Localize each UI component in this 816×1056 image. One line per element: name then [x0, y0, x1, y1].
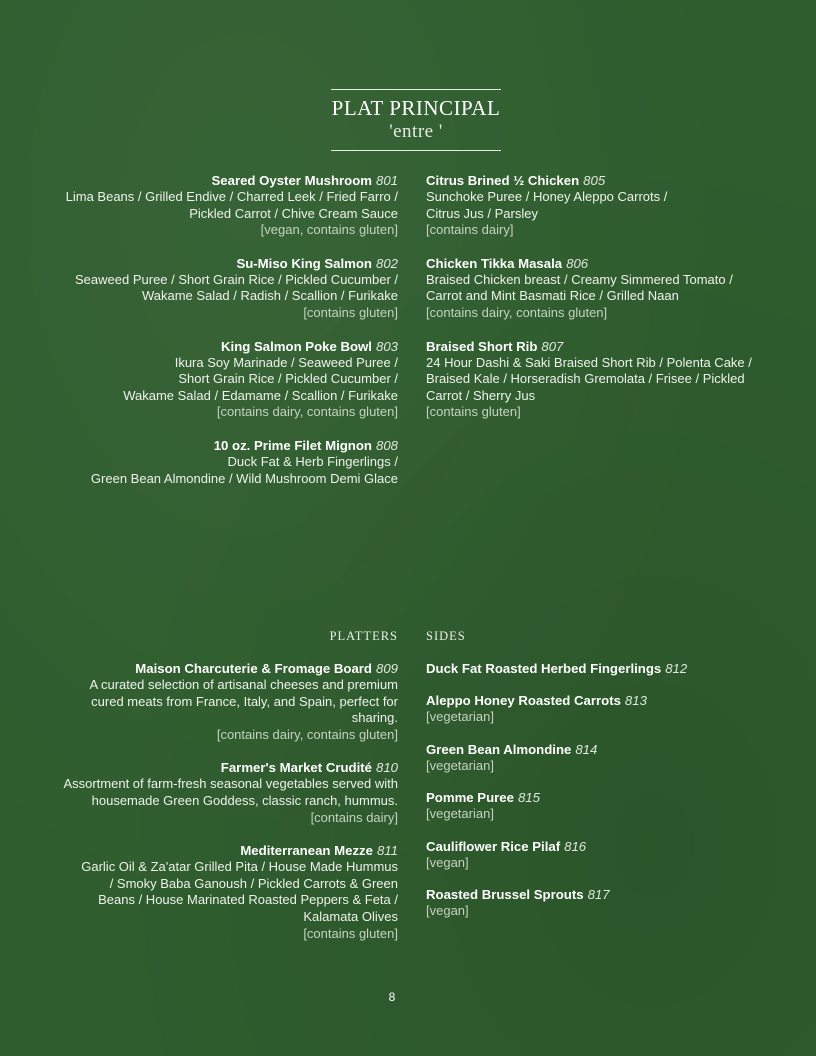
item-number: 811 [376, 843, 398, 859]
item-description: A curated selection of artisanal cheeses and premium [89, 677, 398, 692]
platters-column [40, 661, 398, 959]
item-name: Citrus Brined ½ Chicken [426, 173, 580, 188]
item-description: 24 Hour Dashi & Saki Braised Short Rib / Polenta Cake / [426, 354, 752, 370]
item-number: 814 [575, 741, 598, 757]
menu-item [40, 843, 398, 942]
item-description: Wakame Salad / Edamame / Scallion / Furikake [123, 387, 398, 403]
menu-item [426, 742, 786, 775]
item-description: Ikura Soy Marinade / Seaweed Puree / [174, 354, 398, 370]
item-dietary-note: [contains dairy, contains gluten] [426, 304, 608, 320]
menu-item [40, 661, 398, 743]
item-name: Maison Charcuterie & Fromage Board [135, 661, 372, 676]
item-number: 817 [587, 887, 610, 903]
item-number: 809 [375, 661, 398, 676]
item-description: Duck Fat & Herb Fingerlings / [227, 453, 398, 469]
item-dietary-note: [vegetarian] [426, 709, 494, 724]
item-dietary-note: [contains gluten] [303, 304, 398, 320]
entrees-right-column [426, 173, 786, 438]
item-number: 816 [564, 838, 587, 854]
item-description: Short Grain Rice / Pickled Cucumber / [178, 371, 398, 387]
sides-heading: SIDES [426, 629, 466, 643]
item-name: Braised Short Rib [426, 338, 538, 354]
menu-item [40, 760, 398, 826]
item-number: 802 [375, 255, 398, 271]
item-description: Carrot / Sherry Jus [426, 387, 536, 403]
item-dietary-note: [vegan, contains gluten] [260, 222, 398, 238]
item-number: 806 [566, 255, 589, 271]
item-description: Seaweed Puree / Short Grain Rice / Pickled Cucumber / [75, 271, 398, 287]
menu-item [426, 173, 786, 239]
item-number: 808 [375, 437, 398, 453]
item-description: Beans / House Marinated Roasted Peppers & Feta / [98, 892, 398, 908]
page-number: 8 [388, 990, 396, 1004]
menu-item [40, 173, 398, 239]
item-name: Roasted Brussel Sprouts [426, 887, 584, 903]
item-name: Duck Fat Roasted Herbed Fingerlings [426, 661, 662, 676]
item-description: Braised Kale / Horseradish Gremolata / Frisee / Pickled [426, 371, 745, 387]
item-description: Green Bean Almondine / Wild Mushroom Demi Glace [90, 470, 398, 486]
item-description: Garlic Oil & Za'atar Grilled Pita / House Made Hummus [81, 859, 398, 875]
item-description: Pickled Carrot / Chive Cream Sauce [189, 205, 398, 221]
menu-item [426, 661, 786, 677]
item-dietary-note: [vegetarian] [426, 757, 494, 773]
item-description: sharing. [351, 710, 398, 726]
item-dietary-note: [vegetarian] [426, 806, 494, 822]
menu-item [426, 256, 786, 322]
item-number: 801 [375, 173, 398, 188]
item-name: Su-Miso King Salmon [236, 255, 372, 271]
item-description: / Smoky Baba Ganoush / Pickled Carrots & Green [109, 875, 398, 891]
item-number: 815 [517, 790, 540, 806]
item-name: King Salmon Poke Bowl [221, 338, 372, 354]
item-dietary-note: [contains gluten] [303, 925, 398, 941]
item-name: 10 oz. Prime Filet Mignon [213, 437, 372, 453]
title-top-rule [331, 89, 501, 90]
menu-item [40, 339, 398, 421]
item-description: Braised Chicken breast / Creamy Simmered Tomato / [426, 271, 733, 287]
item-number: 803 [375, 338, 398, 354]
item-dietary-note: [contains dairy] [426, 222, 514, 238]
item-dietary-note: [contains dairy] [310, 809, 398, 825]
item-name: Seared Oyster Mushroom [211, 173, 372, 188]
item-number: 807 [541, 338, 564, 354]
item-description: Lima Beans / Grilled Endive / Charred Leek / Fried Farro / [65, 189, 398, 204]
platters-heading: PLATTERS [329, 629, 398, 643]
menu-item [40, 438, 398, 487]
item-dietary-note: [contains dairy, contains gluten] [216, 404, 398, 420]
menu-item [426, 693, 786, 726]
menu-item [426, 887, 786, 920]
entrees-left-column [40, 173, 398, 504]
page-title: PLAT PRINCIPAL [331, 96, 501, 120]
item-dietary-note: [contains gluten] [426, 404, 521, 420]
menu-item [426, 839, 786, 872]
item-number: 805 [583, 173, 606, 188]
item-description: housemade Green Goddess, classic ranch, hummus. [91, 792, 398, 808]
item-name: Green Bean Almondine [426, 741, 572, 757]
menu-item [426, 790, 786, 823]
item-name: Pomme Puree [426, 790, 514, 806]
title-bottom-rule [331, 150, 501, 151]
item-name: Aleppo Honey Roasted Carrots [426, 693, 621, 708]
item-description: Carrot and Mint Basmati Rice / Grilled Naan [426, 288, 679, 304]
sides-column [426, 661, 786, 936]
item-name: Chicken Tikka Masala [426, 255, 563, 271]
item-name: Farmer's Market Crudité [220, 760, 372, 776]
item-number: 812 [665, 661, 688, 676]
page-subtitle: 'entre ' [389, 121, 443, 142]
item-dietary-note: [vegan] [426, 903, 469, 919]
menu-item [40, 256, 398, 322]
item-number: 810 [375, 760, 398, 776]
item-number: 813 [624, 693, 647, 708]
menu-item [426, 339, 786, 421]
item-description: Citrus Jus / Parsley [426, 205, 538, 221]
item-description: cured meats from France, Italy, and Spain, perfect for [91, 693, 398, 709]
item-dietary-note: [contains dairy, contains gluten] [216, 726, 398, 742]
item-name: Mediterranean Mezze [240, 843, 373, 859]
item-description: Kalamata Olives [303, 908, 398, 924]
item-name: Cauliflower Rice Pilaf [426, 838, 561, 854]
item-description: Wakame Salad / Radish / Scallion / Furikake [141, 288, 398, 304]
item-description: Sunchoke Puree / Honey Aleppo Carrots / [426, 189, 668, 204]
item-description: Assortment of farm-fresh seasonal vegetables served with [63, 776, 398, 792]
item-dietary-note: [vegan] [426, 854, 469, 870]
